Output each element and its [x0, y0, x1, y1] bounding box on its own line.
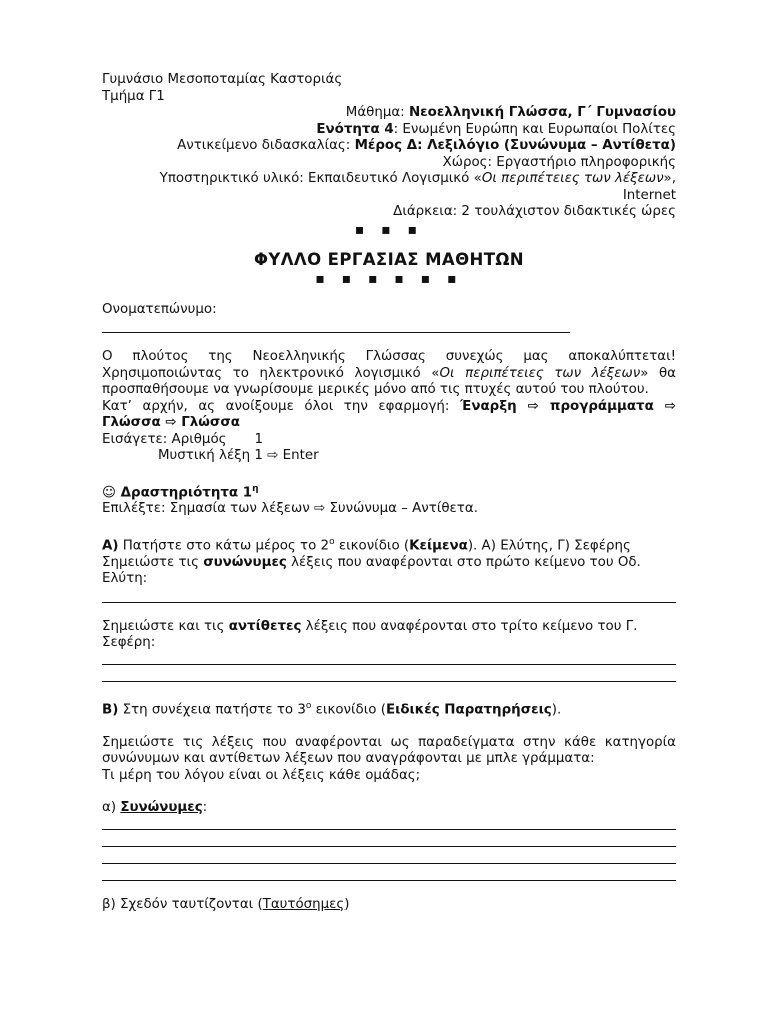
unit-line: Ενότητα 4: Ενωμένη Ευρώπη και Ευρωπαίοι Πολίτες: [316, 121, 676, 137]
parts-of-speech-question: Τι μέρη του λόγου είναι οι λέξεις κάθε ομάδας;: [102, 767, 421, 783]
secret-word-line: Μυστική λέξη 1 ⇨ Enter: [158, 448, 319, 463]
part-a-instruction: Α) Πατήστε στο κάτω μέρος το $2^o$ εικονίδιο (Κείμενα). Α) Ελύτης, Γ) Σεφέρης: [102, 536, 631, 554]
name-label: Ονοματεπώνυμο:: [102, 301, 217, 317]
topic-line: Αντικείμενο διδασκαλίας: Μέρος Δ: Λεξιλόγιο (Συνώνυμα – Αντίθετα): [177, 138, 676, 153]
examples-instruction: Σημειώστε τις λέξεις που αναφέρονται ως παραδείγματα στην κάθε κατηγορία συνώνυμων και αντίθετων λέξεων που αναγράφονται με μπλε γράμματα:: [102, 734, 676, 767]
synonyms-instruction: Σημειώστε τις συνώνυμες λέξεις που αναφέρονται στο πρώτο κείμενο του Οδ. Ελύτη:: [102, 554, 641, 587]
antonyms-instruction: Σημειώστε και τις αντίθετες λέξεις που αναφέρονται στο τρίτο κείμενο του Γ. Σεφέρη:: [102, 618, 638, 651]
place-line: Χώρος: Εργαστήριο πληροφορικής: [442, 154, 676, 170]
synonyms-answer-line-3[interactable]: [102, 863, 676, 864]
title-dots: ▪ ▪ ▪ ▪ ▪ ▪: [315, 270, 463, 287]
part-b-instruction: Β) Στη συνέχεια πατήστε το $3^o$ εικονίδιο (Ειδικές Παρατηρήσεις).: [102, 700, 562, 718]
enter-line: Εισάγετε: Αριθμός 1: [102, 431, 264, 447]
activity-heading: ☺ Δραστηριότητα $1^\eta$: [102, 483, 259, 500]
worksheet-title: ΦΥΛΛΟ ΕΡΓΑΣΙΑΣ ΜΑΘΗΤΩΝ: [253, 249, 525, 269]
material-line-2: Internet: [622, 187, 676, 203]
duration-line: Διάρκεια: 2 τουλάχιστον διδακτικές ώρες: [393, 204, 676, 219]
choose-line: Επιλέξτε: Σημασία των λέξεων ⇨ Συνώνυμα – Αντίθετα.: [102, 501, 478, 517]
separator-dots: ▪ ▪ ▪: [354, 221, 424, 238]
class-name: Τμήμα Γ1: [102, 88, 165, 104]
alpha-synonyms-label: α) Συνώνυμες:: [102, 800, 208, 816]
open-app-paragraph: Κατ’ αρχήν, ας ανοίξουμε όλοι την εφαρμογή: Έναρξη ⇨ προγράμματα ⇨ Γλώσσα ⇨ Γλώσσα: [102, 398, 676, 430]
worksheet-page: [102, 72, 676, 913]
beta-identical-label: β) Σχεδόν ταυτίζονται (Ταυτόσημες): [102, 896, 350, 912]
school-name: Γυμνάσιο Μεσοποταμίας Καστοριάς: [102, 72, 343, 87]
subject-line: Μάθημα: Νεοελληνική Γλώσσα, Γ΄ Γυμνασίου: [345, 105, 676, 120]
material-line: Υποστηρικτικό υλικό: Εκπαιδευτικό Λογισμικό «Οι περιπέτειες των λέξεων»,: [159, 171, 676, 186]
intro-paragraph: Ο πλούτος της Νεοελληνικής Γλώσσας συνεχώς μας αποκαλύπτεται! Χρησιμοποιώντας το ηλεκτρονικό λογισμικό «Οι περιπέτειες των λέξεων» θα προσπαθήσουμε να γνωρίσουμε μερικές μόνο από τις πτυχές αυτού του πλούτου.: [102, 349, 676, 397]
antonyms-answer-line-1[interactable]: [102, 664, 676, 665]
synonyms-answer-line-2[interactable]: [102, 846, 676, 847]
synonyms-answer-line-1[interactable]: [102, 829, 676, 830]
